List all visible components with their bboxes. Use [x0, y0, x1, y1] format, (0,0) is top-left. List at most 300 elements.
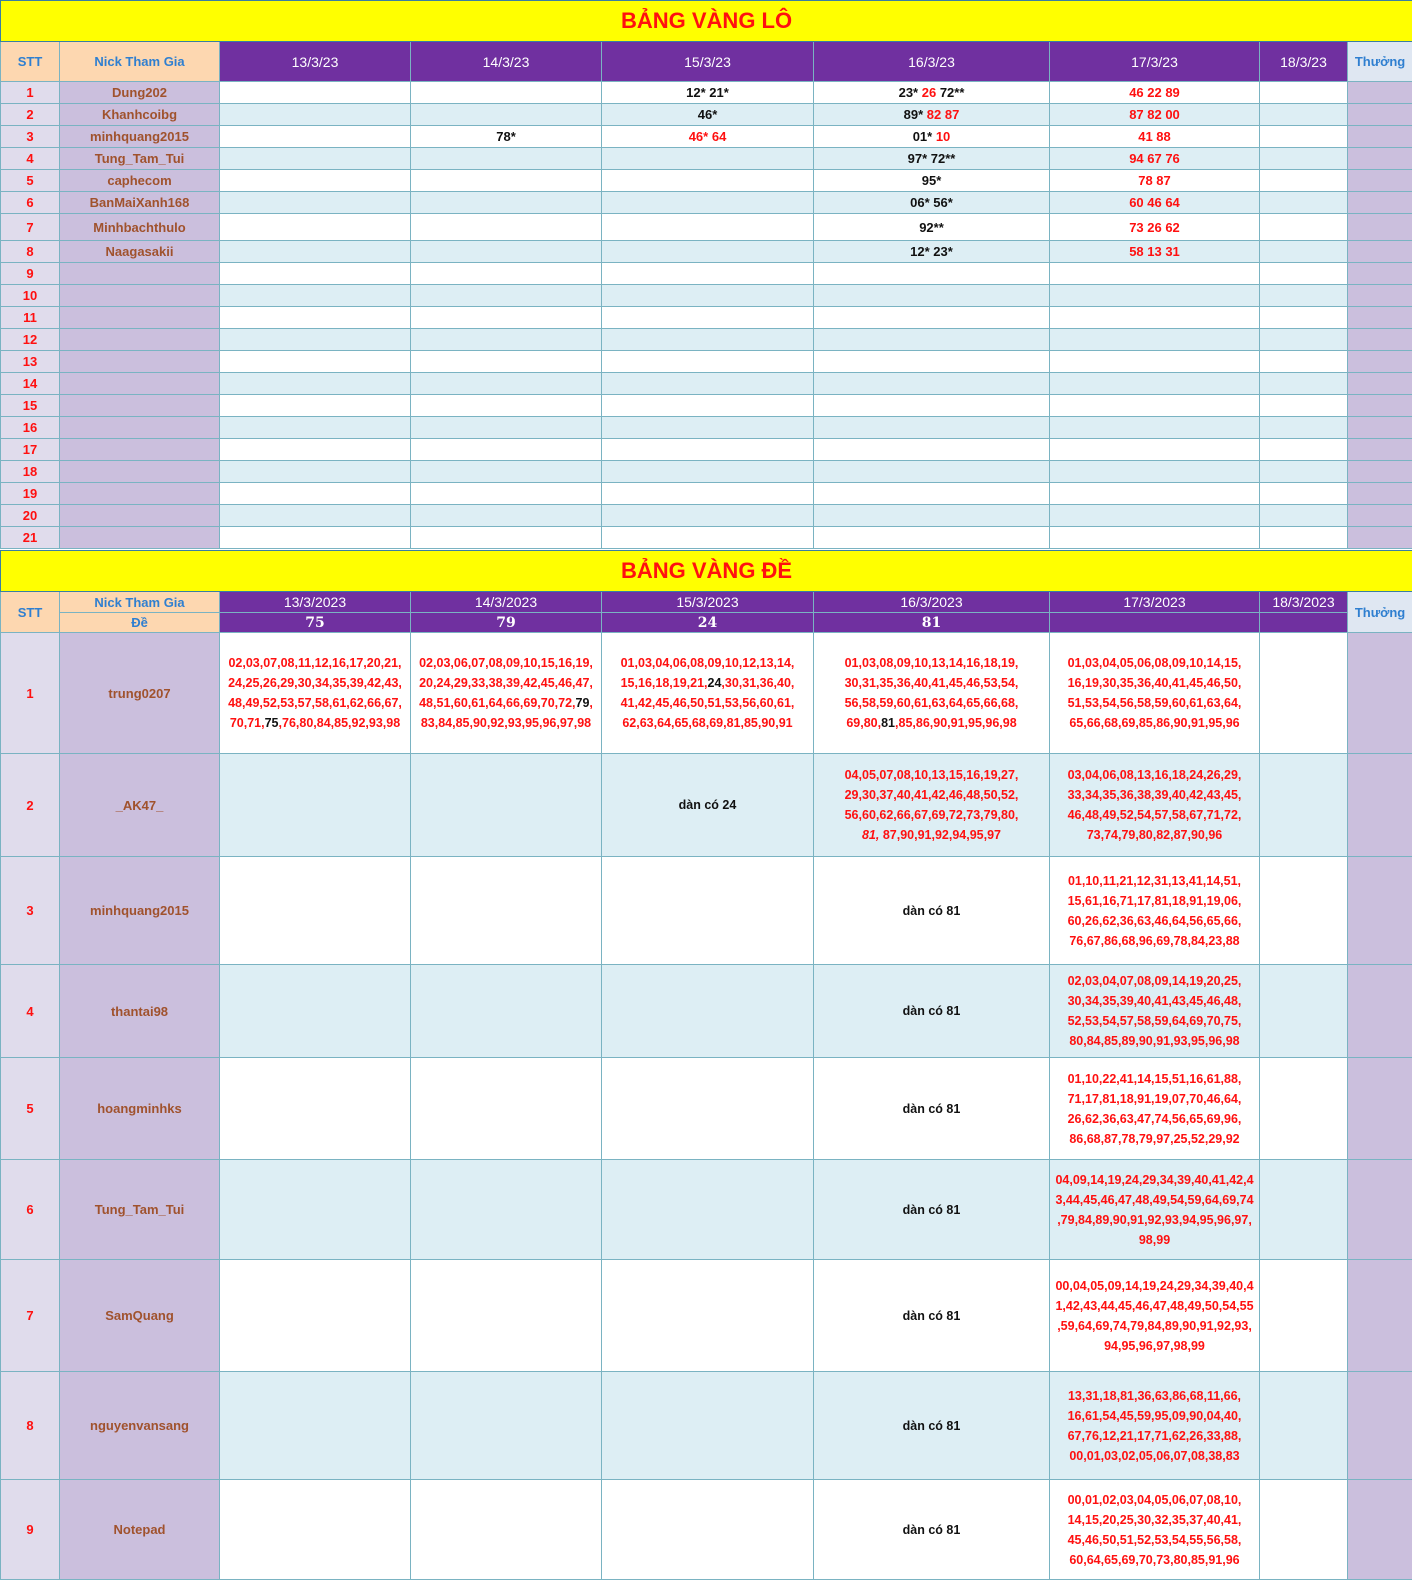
- day-cell: [220, 439, 411, 461]
- day-cell: [814, 192, 1050, 214]
- row-nick: Tung_Tam_Tui: [60, 148, 220, 170]
- de-header-date: 17/3/2023: [1050, 592, 1260, 613]
- row-stt: 9: [1, 1480, 60, 1580]
- row-stt: 10: [1, 285, 60, 307]
- day-cell: [220, 633, 411, 754]
- cell-text: 72**: [936, 85, 965, 100]
- row-thuong: [1348, 170, 1412, 192]
- row-nick: trung0207: [60, 633, 220, 754]
- cell-text: 04,09,14,19,24,29,34,39,40,41,42,4: [1055, 1172, 1254, 1187]
- day-cell: [411, 148, 602, 170]
- day-cell: [220, 170, 411, 192]
- cell-text: 71,17,81,18,91,19,07,70,46,64,: [1067, 1091, 1242, 1106]
- day-cell: [220, 505, 411, 527]
- day-cell: [814, 104, 1050, 126]
- row-thuong: [1348, 82, 1412, 104]
- row-nick: [60, 329, 220, 351]
- row-stt: 7: [1, 214, 60, 241]
- day-cell: [1260, 351, 1348, 373]
- cell-text: 30,31,35,36,40,41,45,46,53,54,: [844, 676, 1019, 690]
- cell-text: dàn có 81: [902, 1308, 961, 1323]
- day-cell: [1260, 857, 1348, 965]
- row-thuong: [1348, 439, 1412, 461]
- day-cell: [411, 104, 602, 126]
- row-stt: 13: [1, 351, 60, 373]
- de-header-date: 18/3/2023: [1260, 592, 1348, 613]
- table-row: [1, 1480, 1412, 1580]
- table-row: [1, 395, 1412, 417]
- row-nick: [60, 373, 220, 395]
- day-cell: [411, 483, 602, 505]
- row-stt: 15: [1, 395, 60, 417]
- row-stt: 6: [1, 192, 60, 214]
- lo-header-date: 15/3/23: [602, 42, 814, 82]
- cell-text: 46*: [697, 107, 718, 122]
- day-cell: [220, 82, 411, 104]
- day-cell: [411, 1372, 602, 1480]
- day-cell: [411, 285, 602, 307]
- cell-text: 73,74,79,80,82,87,90,96: [1086, 828, 1223, 842]
- cell-text: 1,42,43,44,45,46,47,48,49,50,54,55: [1055, 1298, 1254, 1313]
- cell-text: 95*: [921, 173, 942, 188]
- cell-text: 33,34,35,36,38,39,40,42,43,45,: [1067, 788, 1242, 802]
- day-cell: [411, 1260, 602, 1372]
- table-row: [1, 505, 1412, 527]
- row-nick: [60, 461, 220, 483]
- day-cell: [220, 483, 411, 505]
- row-nick: thantai98: [60, 965, 220, 1058]
- day-cell: [814, 1260, 1050, 1372]
- day-cell: [1050, 461, 1260, 483]
- cell-text: 83,84,85,90,92,93,95,96,97,98: [420, 716, 592, 730]
- day-cell: [602, 483, 814, 505]
- day-cell: [220, 241, 411, 263]
- day-cell: [602, 148, 814, 170]
- table-row: [1, 1260, 1412, 1372]
- day-cell: [814, 148, 1050, 170]
- cell-text: 73 26 62: [1129, 219, 1180, 235]
- day-cell: [1260, 1260, 1348, 1372]
- day-cell: [1050, 170, 1260, 192]
- day-cell: [1050, 351, 1260, 373]
- day-cell: [1260, 170, 1348, 192]
- cell-text: 12* 23*: [910, 244, 953, 259]
- day-cell: [1050, 329, 1260, 351]
- cell-text: 58 13 31: [1129, 244, 1180, 259]
- table-row: [1, 1372, 1412, 1480]
- day-cell: [1260, 82, 1348, 104]
- day-cell: [411, 633, 602, 754]
- row-thuong: [1348, 285, 1412, 307]
- row-thuong: [1348, 965, 1412, 1058]
- day-cell: [814, 214, 1050, 241]
- cell-text: 78*: [496, 129, 516, 144]
- cell-text: 52,53,54,57,58,59,64,69,70,75,: [1067, 1014, 1242, 1028]
- de-header-thuong: Thưởng: [1348, 592, 1412, 633]
- de-header-date: 15/3/2023: [602, 592, 814, 613]
- cell-text: 48,49,52,53,57,58,61,62,66,67,: [228, 696, 402, 710]
- day-cell: [814, 1480, 1050, 1580]
- table-row: [1, 285, 1412, 307]
- day-cell: [814, 329, 1050, 351]
- cell-text: 60,64,65,69,70,73,80,85,91,96: [1069, 1552, 1240, 1567]
- cell-text: 76,67,86,68,96,69,78,84,23,88: [1069, 933, 1240, 948]
- day-cell: [1260, 754, 1348, 857]
- cell-text: 67,76,12,21,17,71,62,26,33,88,: [1067, 1428, 1242, 1443]
- de-result: 81: [814, 613, 1050, 633]
- day-cell: [1050, 148, 1260, 170]
- lo-header-date: 17/3/23: [1050, 42, 1260, 82]
- table-row: [1, 192, 1412, 214]
- cell-text: 01,03,08,09,10,13,14,16,18,19,: [844, 656, 1019, 670]
- day-cell: [1260, 527, 1348, 549]
- cell-text: 01,03,04,05,06,08,09,10,14,15,: [1067, 656, 1242, 670]
- day-cell: [602, 527, 814, 549]
- day-cell: [411, 170, 602, 192]
- day-cell: [814, 395, 1050, 417]
- table-row: [1, 527, 1412, 549]
- row-nick: caphecom: [60, 170, 220, 192]
- day-cell: [1260, 285, 1348, 307]
- lo-header-date: 16/3/23: [814, 42, 1050, 82]
- day-cell: [411, 965, 602, 1058]
- day-cell: [602, 126, 814, 148]
- de-title: BẢNG VÀNG ĐỀ: [1, 551, 1412, 592]
- day-cell: [814, 1058, 1050, 1160]
- lo-header-stt: STT: [1, 42, 60, 82]
- day-cell: [602, 505, 814, 527]
- day-cell: [602, 104, 814, 126]
- table-row: [1, 263, 1412, 285]
- cell-text: dàn có 81: [902, 1202, 961, 1217]
- cell-text: 00,01,03,02,05,06,07,08,38,83: [1069, 1448, 1240, 1463]
- day-cell: [1050, 754, 1260, 857]
- table-row: [1, 373, 1412, 395]
- day-cell: [814, 82, 1050, 104]
- day-cell: [220, 461, 411, 483]
- row-nick: Minhbachthulo: [60, 214, 220, 241]
- cell-text: 70,71,: [229, 716, 265, 730]
- cell-text: 46 22 89: [1129, 85, 1180, 100]
- day-cell: [602, 1058, 814, 1160]
- day-cell: [1260, 214, 1348, 241]
- day-cell: [1260, 126, 1348, 148]
- day-cell: [814, 1372, 1050, 1480]
- cell-text: 94 67 76: [1129, 151, 1180, 166]
- day-cell: [1260, 505, 1348, 527]
- day-cell: [411, 329, 602, 351]
- day-cell: [411, 373, 602, 395]
- day-cell: [602, 754, 814, 857]
- cell-text: 24: [707, 676, 722, 690]
- table-row: [1, 1160, 1412, 1260]
- cell-text: ,76,80,84,85,92,93,98: [278, 716, 401, 730]
- row-nick: [60, 417, 220, 439]
- row-thuong: [1348, 373, 1412, 395]
- cell-text: ,59,64,69,74,79,84,89,90,91,92,93,: [1057, 1318, 1252, 1333]
- day-cell: [1260, 373, 1348, 395]
- table-row: [1, 483, 1412, 505]
- day-cell: [220, 857, 411, 965]
- cell-text: dàn có 81: [902, 1522, 961, 1537]
- day-cell: [602, 285, 814, 307]
- day-cell: [814, 965, 1050, 1058]
- lo-title: BẢNG VÀNG LÔ: [1, 1, 1412, 42]
- row-stt: 1: [1, 633, 60, 754]
- day-cell: [1050, 1058, 1260, 1160]
- row-stt: 11: [1, 307, 60, 329]
- day-cell: [602, 395, 814, 417]
- cell-text: 3,44,45,46,47,48,49,54,59,64,69,74: [1055, 1192, 1254, 1207]
- day-cell: [411, 1160, 602, 1260]
- row-nick: [60, 527, 220, 549]
- day-cell: [1260, 104, 1348, 126]
- cell-text: 06* 56*: [910, 195, 953, 210]
- day-cell: [814, 241, 1050, 263]
- day-cell: [814, 126, 1050, 148]
- row-nick: minhquang2015: [60, 126, 220, 148]
- cell-text: dàn có 81: [902, 1101, 961, 1116]
- day-cell: [602, 857, 814, 965]
- day-cell: [220, 754, 411, 857]
- row-nick: [60, 307, 220, 329]
- day-cell: [814, 527, 1050, 549]
- day-cell: [1050, 395, 1260, 417]
- table-row: [1, 754, 1412, 857]
- day-cell: [220, 1480, 411, 1580]
- lo-header-date: 13/3/23: [220, 42, 411, 82]
- cell-text: 89*: [903, 107, 927, 122]
- cell-text: 97* 72**: [907, 151, 956, 166]
- row-nick: [60, 351, 220, 373]
- day-cell: [602, 192, 814, 214]
- row-nick: SamQuang: [60, 1260, 220, 1372]
- day-cell: [602, 461, 814, 483]
- row-nick: [60, 395, 220, 417]
- de-result: 79: [411, 613, 602, 633]
- table-row: [1, 439, 1412, 461]
- cell-text: 00,04,05,09,14,19,24,29,34,39,40,4: [1055, 1278, 1254, 1293]
- cell-text: dàn có 24: [678, 798, 737, 812]
- day-cell: [1050, 104, 1260, 126]
- cell-text: 65,66,68,69,85,86,90,91,95,96: [1069, 716, 1240, 730]
- row-nick: [60, 263, 220, 285]
- lo-header-date: 18/3/23: [1260, 42, 1348, 82]
- table-row: [1, 126, 1412, 148]
- bang-vang-de-table: [0, 550, 1412, 1580]
- day-cell: [1050, 307, 1260, 329]
- de-header-date: 16/3/2023: [814, 592, 1050, 613]
- day-cell: [814, 461, 1050, 483]
- cell-text: 46* 64: [688, 129, 727, 144]
- day-cell: [411, 351, 602, 373]
- row-thuong: [1348, 1058, 1412, 1160]
- day-cell: [1260, 1480, 1348, 1580]
- cell-text: 14,15,20,25,30,32,35,37,40,41,: [1067, 1512, 1242, 1527]
- day-cell: [1050, 285, 1260, 307]
- day-cell: [814, 351, 1050, 373]
- cell-text: 41,42,45,46,50,51,53,56,60,61,: [620, 696, 795, 710]
- de-result: [1260, 613, 1348, 633]
- row-thuong: [1348, 505, 1412, 527]
- cell-text: 60,26,62,36,63,46,64,56,65,66,: [1067, 913, 1242, 928]
- day-cell: [220, 1058, 411, 1160]
- day-cell: [1050, 483, 1260, 505]
- day-cell: [1050, 857, 1260, 965]
- cell-text: 20,24,29,33,38,39,42,45,46,47,: [419, 676, 593, 690]
- day-cell: [1260, 461, 1348, 483]
- day-cell: [814, 417, 1050, 439]
- day-cell: [814, 633, 1050, 754]
- cell-text: ,30,31,36,40,: [721, 676, 795, 690]
- day-cell: [814, 1160, 1050, 1260]
- day-cell: [411, 439, 602, 461]
- table-row: [1, 461, 1412, 483]
- cell-text: dàn có 81: [902, 903, 961, 918]
- day-cell: [602, 241, 814, 263]
- cell-text: 87,90,91,92,94,95,97: [879, 828, 1002, 842]
- row-nick: [60, 505, 220, 527]
- row-nick: _AK47_: [60, 754, 220, 857]
- table-row: [1, 1058, 1412, 1160]
- day-cell: [411, 461, 602, 483]
- table-row: [1, 82, 1412, 104]
- row-thuong: [1348, 1480, 1412, 1580]
- cell-text: 51,53,54,56,58,59,60,61,63,64,: [1067, 696, 1242, 710]
- row-thuong: [1348, 483, 1412, 505]
- de-header-de-label: Đề: [60, 613, 220, 633]
- row-thuong: [1348, 1160, 1412, 1260]
- cell-text: 86,68,87,78,79,97,25,52,29,92: [1069, 1131, 1240, 1146]
- day-cell: [814, 373, 1050, 395]
- cell-text: 30,34,35,39,40,41,43,45,46,48,: [1067, 994, 1242, 1008]
- day-cell: [1260, 1160, 1348, 1260]
- table-row: [1, 351, 1412, 373]
- cell-text: 46,48,49,52,54,57,58,67,71,72,: [1067, 808, 1242, 822]
- day-cell: [602, 263, 814, 285]
- de-header-date: 13/3/2023: [220, 592, 411, 613]
- row-stt: 3: [1, 126, 60, 148]
- cell-text: 80,84,85,89,90,91,93,95,96,98: [1069, 1034, 1240, 1048]
- day-cell: [1260, 148, 1348, 170]
- day-cell: [411, 505, 602, 527]
- cell-text: 16,61,54,45,59,95,09,90,04,40,: [1067, 1408, 1242, 1423]
- day-cell: [814, 857, 1050, 965]
- day-cell: [602, 373, 814, 395]
- day-cell: [411, 307, 602, 329]
- row-stt: 20: [1, 505, 60, 527]
- de-header-date: 14/3/2023: [411, 592, 602, 613]
- cell-text: 87 82 00: [1129, 107, 1180, 122]
- day-cell: [1050, 1372, 1260, 1480]
- day-cell: [220, 126, 411, 148]
- cell-text: dàn có 81: [902, 1418, 961, 1433]
- cell-text: 79: [575, 696, 590, 710]
- day-cell: [602, 1372, 814, 1480]
- de-result: 75: [220, 613, 411, 633]
- day-cell: [814, 439, 1050, 461]
- day-cell: [1050, 82, 1260, 104]
- row-stt: 6: [1, 1160, 60, 1260]
- table-row: [1, 148, 1412, 170]
- day-cell: [220, 214, 411, 241]
- table-row: [1, 241, 1412, 263]
- day-cell: [814, 170, 1050, 192]
- day-cell: [1260, 417, 1348, 439]
- day-cell: [602, 214, 814, 241]
- row-stt: 8: [1, 1372, 60, 1480]
- row-stt: 2: [1, 754, 60, 857]
- cell-text: ,: [589, 696, 593, 710]
- cell-text: 81,: [861, 828, 880, 842]
- day-cell: [411, 857, 602, 965]
- day-cell: [1050, 1160, 1260, 1260]
- row-stt: 7: [1, 1260, 60, 1372]
- table-row: [1, 857, 1412, 965]
- day-cell: [411, 82, 602, 104]
- table-row: [1, 214, 1412, 241]
- day-cell: [1050, 214, 1260, 241]
- day-cell: [602, 329, 814, 351]
- row-stt: 4: [1, 965, 60, 1058]
- day-cell: [602, 1480, 814, 1580]
- cell-text: 78 87: [1138, 173, 1171, 188]
- day-cell: [220, 192, 411, 214]
- row-thuong: [1348, 263, 1412, 285]
- day-cell: [411, 241, 602, 263]
- day-cell: [602, 1260, 814, 1372]
- day-cell: [1260, 483, 1348, 505]
- day-cell: [814, 285, 1050, 307]
- table-row: [1, 307, 1412, 329]
- row-stt: 17: [1, 439, 60, 461]
- day-cell: [1050, 241, 1260, 263]
- day-cell: [411, 395, 602, 417]
- cell-text: 82 87: [926, 107, 960, 122]
- day-cell: [411, 1058, 602, 1160]
- row-stt: 8: [1, 241, 60, 263]
- day-cell: [1260, 329, 1348, 351]
- day-cell: [1260, 633, 1348, 754]
- row-nick: [60, 285, 220, 307]
- cell-text: 29,30,37,40,41,42,46,48,50,52,: [844, 788, 1019, 802]
- day-cell: [602, 417, 814, 439]
- day-cell: [220, 1160, 411, 1260]
- row-thuong: [1348, 1260, 1412, 1372]
- row-nick: Naagasakii: [60, 241, 220, 263]
- day-cell: [220, 1260, 411, 1372]
- day-cell: [1260, 263, 1348, 285]
- day-cell: [411, 263, 602, 285]
- row-thuong: [1348, 461, 1412, 483]
- day-cell: [602, 307, 814, 329]
- day-cell: [1260, 241, 1348, 263]
- table-row: [1, 104, 1412, 126]
- day-cell: [1050, 439, 1260, 461]
- day-cell: [220, 329, 411, 351]
- cell-text: 04,05,07,08,10,13,15,16,19,27,: [844, 768, 1019, 782]
- cell-text: 45,46,50,51,52,53,54,55,56,58,: [1067, 1532, 1242, 1547]
- cell-text: 02,03,06,07,08,09,10,15,16,19,: [419, 656, 593, 670]
- lo-header-thuong: Thưởng: [1348, 42, 1412, 82]
- day-cell: [220, 395, 411, 417]
- row-nick: minhquang2015: [60, 857, 220, 965]
- day-cell: [1050, 1260, 1260, 1372]
- row-stt: 5: [1, 1058, 60, 1160]
- row-nick: BanMaiXanh168: [60, 192, 220, 214]
- cell-text: 69,80,: [846, 716, 882, 730]
- table-row: [1, 417, 1412, 439]
